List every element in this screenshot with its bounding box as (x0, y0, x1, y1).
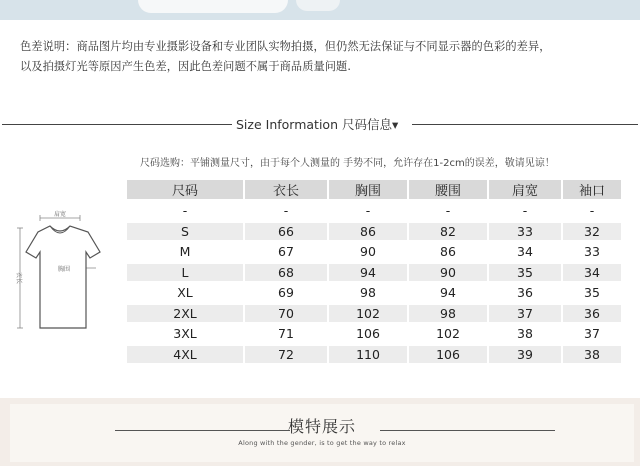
size-information-title: Size Information 尺码信息▾ (236, 117, 399, 132)
table-cell: - (489, 202, 563, 220)
chest-label: 胸围 (57, 266, 71, 273)
col-header-length: 衣长 (245, 180, 329, 199)
table-cell: 3XL (127, 325, 245, 343)
table-cell: - (245, 202, 329, 220)
col-header-shoulder: 肩宽 (489, 180, 563, 199)
col-header-waist: 腰围 (409, 180, 489, 199)
table-cell: 39 (489, 346, 563, 364)
tshirt-outline-icon (26, 226, 100, 328)
table-cell: 106 (329, 325, 409, 343)
table-cell: - (329, 202, 409, 220)
table-row (127, 346, 621, 364)
color-difference-notice: 色差说明：商品图片均由专业摄影设备和专业团队实物拍摄，但仍然无法保证与不同显示器的色彩的差异， 以及拍摄灯光等原因产生色差，因此色差问题不属于商品质量问题. (20, 40, 551, 73)
table-row (127, 305, 621, 323)
table-cell: 33 (489, 223, 563, 241)
table-cell: 33 (563, 243, 621, 261)
table-row (127, 223, 621, 241)
table-cell: 72 (245, 346, 329, 364)
col-header-size: 尺码 (127, 180, 245, 199)
table-cell: - (563, 202, 621, 220)
table-cell: 36 (563, 305, 621, 323)
table-cell: 98 (329, 284, 409, 302)
col-header-cuff: 袖口 (563, 180, 621, 199)
table-cell: 82 (409, 223, 489, 241)
table-cell: 102 (329, 305, 409, 323)
table-cell: XL (127, 284, 245, 302)
garment-sleeve-image (296, 0, 340, 11)
table-header-row (127, 180, 621, 199)
table-cell: 37 (563, 325, 621, 343)
table-cell: 86 (409, 243, 489, 261)
table-cell: 38 (489, 325, 563, 343)
table-cell: 68 (245, 264, 329, 282)
table-cell: - (127, 202, 245, 220)
table-cell: 34 (563, 264, 621, 282)
table-row (127, 264, 621, 282)
model-showcase-subtitle: Along with the gender, is to get the way to relax (238, 439, 406, 447)
table-cell: 86 (329, 223, 409, 241)
table-cell: 36 (489, 284, 563, 302)
divider-right (412, 124, 638, 125)
table-cell: 106 (409, 346, 489, 364)
model-showcase-inner (10, 404, 634, 462)
table-cell: 94 (409, 284, 489, 302)
table-cell: 98 (409, 305, 489, 323)
table-cell: 2XL (127, 305, 245, 323)
table-cell: 94 (329, 264, 409, 282)
top-photo-band (0, 0, 640, 20)
table-cell: 90 (409, 264, 489, 282)
model-showcase-title: 模特展示 (287, 417, 356, 436)
table-row (127, 202, 621, 220)
table-row (127, 243, 621, 261)
table-cell: L (127, 264, 245, 282)
divider-right (380, 430, 555, 431)
table-row (127, 325, 621, 343)
table-cell: S (127, 223, 245, 241)
table-cell: M (127, 243, 245, 261)
divider-left (2, 124, 232, 125)
table-cell: 35 (563, 284, 621, 302)
table-cell: 67 (245, 243, 329, 261)
table-cell: 34 (489, 243, 563, 261)
table-cell: 71 (245, 325, 329, 343)
model-showcase-banner (0, 398, 640, 466)
table-cell: 4XL (127, 346, 245, 364)
col-header-chest: 胸围 (329, 180, 409, 199)
length-label: 衣长 (15, 271, 22, 285)
table-cell: 37 (489, 305, 563, 323)
table-cell: 38 (563, 346, 621, 364)
table-cell: 35 (489, 264, 563, 282)
table-row (127, 284, 621, 302)
table-cell: 110 (329, 346, 409, 364)
table-cell: 66 (245, 223, 329, 241)
shoulder-label: 肩宽 (53, 211, 67, 218)
size-information-header (0, 112, 640, 136)
tshirt-measurement-diagram (14, 208, 126, 348)
size-measurement-note: 尺码选购：平铺测量尺寸，由于每个人测量的 手势不同，允许存在1-2cm的误差，敬请见谅！ (140, 158, 555, 169)
table-cell: 102 (409, 325, 489, 343)
table-cell: 70 (245, 305, 329, 323)
table-cell: - (409, 202, 489, 220)
table-cell: 69 (245, 284, 329, 302)
size-chart-table (127, 177, 621, 366)
table-cell: 90 (329, 243, 409, 261)
garment-hem-image (138, 0, 288, 13)
table-cell: 32 (563, 223, 621, 241)
